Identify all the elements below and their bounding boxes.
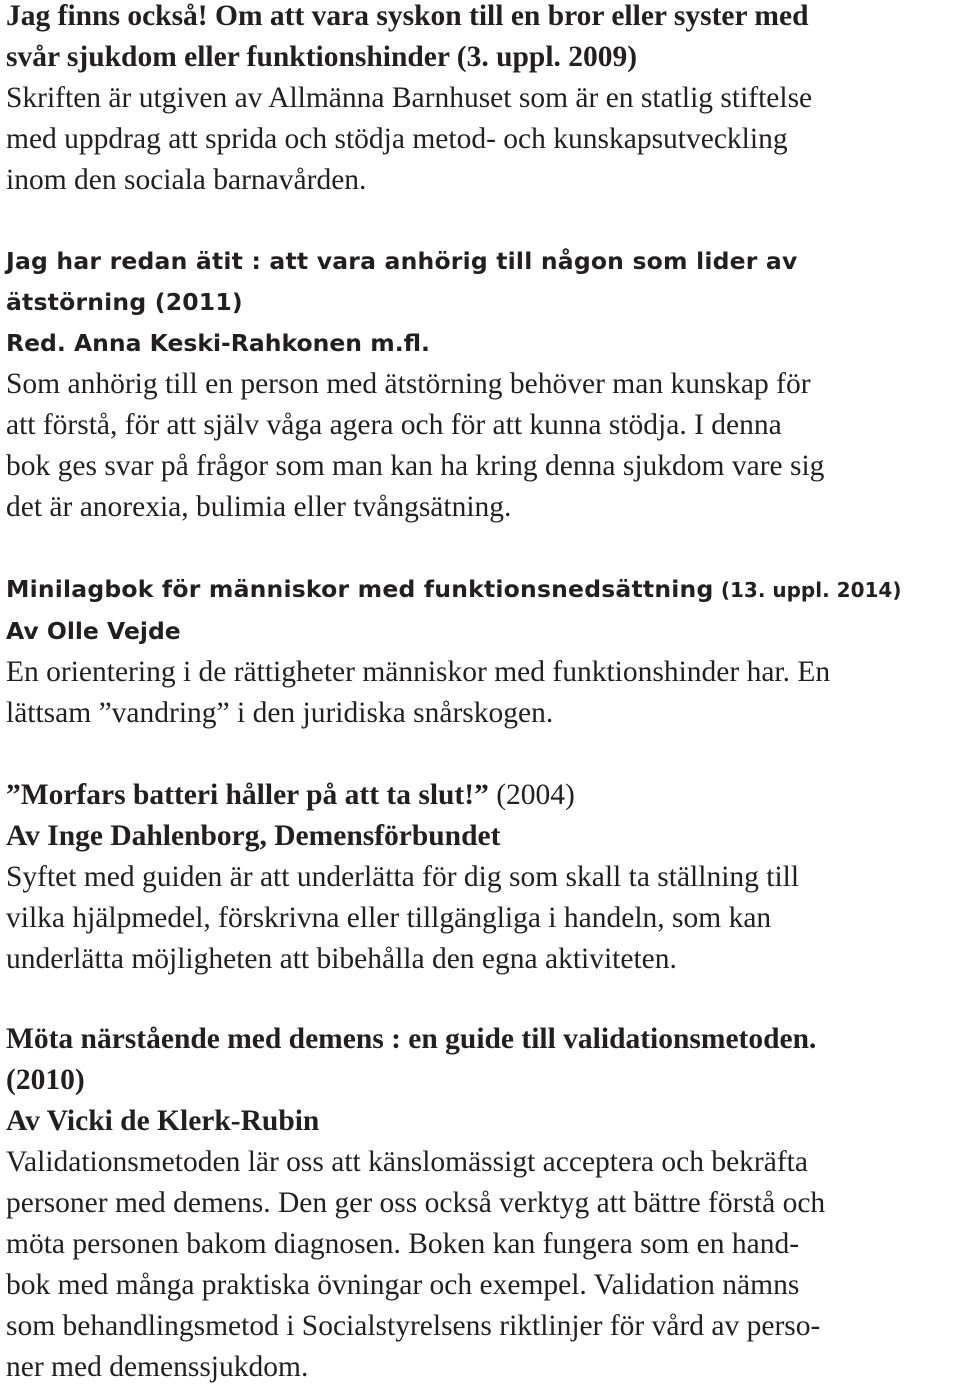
book-author: Red. Anna Keski-Rahkonen m.fl. <box>6 329 430 357</box>
book-title: ”Morfars batteri håller på att ta slut!” <box>6 779 489 811</box>
book-description-line: Som anhörig till en person med ätstörning behöver man kunskap för <box>6 368 811 400</box>
book-description-line: lättsam ”vandring” i den juridiska snårskogen. <box>6 697 554 729</box>
book-description-line: det är anorexia, bulimia eller tvångsätning. <box>6 491 512 523</box>
book-title-line: (2010) <box>6 1064 85 1096</box>
book-description-line: att förstå, för att själv våga agera och för att kunna stödja. I denna <box>6 409 782 441</box>
book-title-line: ätstörning (2011) <box>6 288 243 316</box>
book-edition: (13. uppl. 2014) <box>720 578 902 602</box>
book-title-line: Jag finns också! Om att vara syskon till en bror eller syster med <box>6 0 809 32</box>
book-description-line: Syftet med guiden är att underlätta för dig som skall ta ställning till <box>6 861 800 893</box>
book-title-line: Möta närstående med demens : en guide till validationsmetoden. <box>6 1023 817 1055</box>
book-description-line: möta personen bakom diagnosen. Boken kan fungera som en hand- <box>6 1228 800 1260</box>
book-author: Av Inge Dahlenborg, Demensförbundet <box>6 820 501 852</box>
book-description-line: vilka hjälpmedel, förskrivna eller tillgängliga i handeln, som kan <box>6 902 772 934</box>
book-entry-jag-har-redan-atit <box>6 241 824 528</box>
book-year: (2004) <box>496 779 575 811</box>
book-description-line: ner med demenssjukdom. <box>6 1351 309 1383</box>
book-description-line: bok med många praktiska övningar och exempel. Validation nämns <box>6 1269 800 1301</box>
book-entry-minilagbok <box>6 568 901 734</box>
book-description-line: inom den sociala barnavården. <box>6 164 367 196</box>
book-entry-mota-narstaende <box>6 1019 825 1388</box>
book-author: Av Olle Vejde <box>6 617 181 645</box>
book-entry-jag-finns-ocksa <box>6 0 812 201</box>
book-title: Minilagbok för människor med funktionsnedsättning <box>6 575 714 603</box>
book-description-line: som behandlingsmetod i Socialstyrelsens riktlinjer för vård av perso- <box>6 1310 821 1342</box>
book-description-line: med uppdrag att sprida och stödja metod- och kunskapsutveckling <box>6 123 788 155</box>
book-description-line: En orientering i de rättigheter människor med funktionshinder har. En <box>6 656 831 688</box>
book-description-line: underlätta möjligheten att bibehålla den egna aktiviteten. <box>6 943 677 975</box>
book-description-line: bok ges svar på frågor som man kan ha kring denna sjukdom vare sig <box>6 450 825 482</box>
book-title-line: Jag har redan ätit : att vara anhörig till någon som lider av <box>6 247 798 275</box>
book-title-line <box>6 568 901 611</box>
book-title-line <box>6 775 799 816</box>
book-author: Av Vicki de Klerk-Rubin <box>6 1105 320 1137</box>
book-title-line: svår sjukdom eller funktionshinder (3. uppl. 2009) <box>6 41 638 73</box>
book-description-line: Validationsmetoden lär oss att känslomässigt acceptera och bekräfta <box>6 1146 808 1178</box>
book-entry-morfars-batteri <box>6 775 799 980</box>
book-description-line: Skriften är utgiven av Allmänna Barnhuset som är en statlig stiftelse <box>6 82 813 114</box>
book-description-line: personer med demens. Den ger oss också verktyg att bättre förstå och <box>6 1187 826 1219</box>
